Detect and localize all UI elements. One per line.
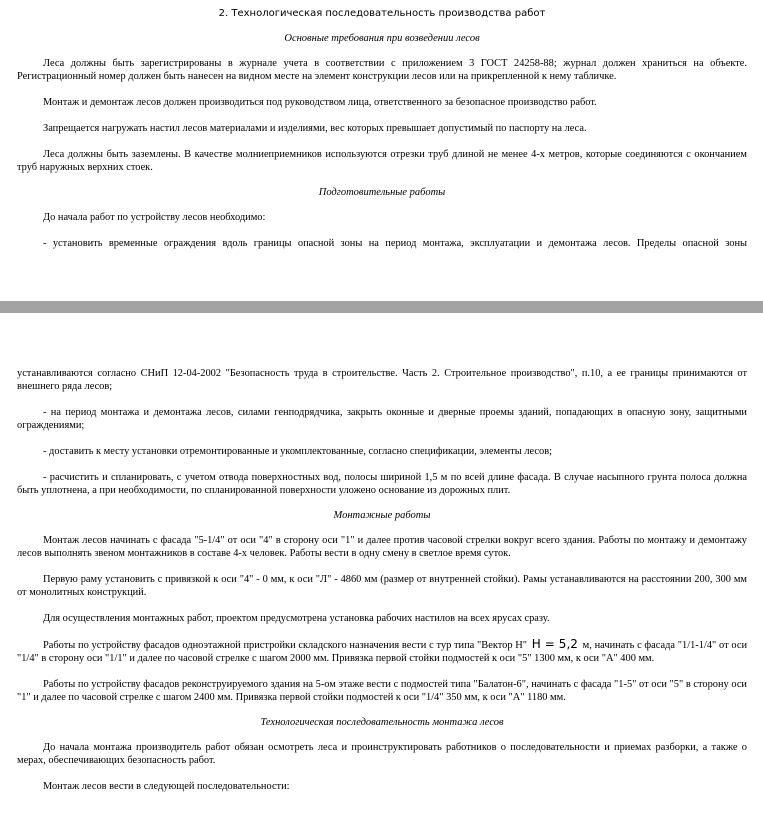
section-heading-requirements: Основные требования при возведении лесов — [284, 33, 480, 44]
paragraph: Леса должны быть заземлены. В качестве молниеприемников используются отрезки труб длиной не менее 4-х метров, которые соединяются с окончанием труб наружных верхних стоек. — [17, 149, 747, 173]
paragraph: До начала монтажа производитель работ обязан осмотреть леса и проинструктировать работников о последовательности и приемах разборки, а также о мерах, обеспечивающих безопасность работ. — [17, 742, 747, 766]
paragraph-with-formula — [17, 638, 747, 665]
paragraph: Монтаж лесов вести в следующей последовательности: — [43, 781, 290, 792]
document-page-2 — [0, 313, 763, 836]
paragraph: Монтаж лесов начинать с фасада "5-1/4" от оси "4" в сторону оси "1" и далее против часовой стрелки вокруг всего здания. Работы по монтажу и демонтажу лесов выполнять звеном монтажников в составе 4-х человек. Работы вести в одну смену в светлое время суток. — [17, 535, 747, 559]
section-heading-preparatory: Подготовительные работы — [318, 187, 446, 198]
paragraph: Для осуществления монтажных работ, проектом предусмотрена установка рабочих настилов на всех ярусах сразу. — [43, 613, 550, 624]
document-title: 2. Технологическая последовательность производства работ — [218, 8, 546, 19]
paragraph: Леса должны быть зарегистрированы в журнале учета в соответствии с приложением 3 ГОСТ 24258-88; журнал должен храниться на объекте. Регистрационный номер должен быть нанесен на видном месте на элемент конструкции лесов или на прикрепленной к нему табличке. — [17, 58, 747, 82]
paragraph: устанавливаются согласно СНиП 12-04-2002 "Безопасность труда в строительстве. Часть 2. Строительное производство", п.10, а ее границы принимаются от внешнего ряда лесов; — [17, 368, 747, 392]
document-page-1 — [0, 0, 763, 301]
paragraph: До начала работ по устройству лесов необходимо: — [43, 212, 266, 223]
height-formula: H = 5,2 — [531, 637, 578, 651]
section-heading-installation: Монтажные работы — [333, 510, 431, 521]
paragraph: - установить временные ограждения вдоль границы опасной зоны на период монтажа, эксплуатации и демонтажа лесов. Пределы опасной зоны — [43, 238, 747, 249]
paragraph: Работы по устройству фасадов реконструируемого здания на 5-ом этаже вести с подмостей типа "Балатон-6", начинать с фасада "1-5" от оси "5" в сторону оси "1" и далее по часовой стрелке с шагом 2400 мм. Привязка первой стойки подмостей к оси "1/4" 350 мм, к оси "А" 1180 мм. — [17, 679, 747, 703]
paragraph-text: м, начинать с фасада "1/1-1/4" от оси "1/4" в сторону оси "1/1" и далее по часовой стрелке с шагом 2000 мм. Привязка первой стойки подмостей к оси "5" 1300 мм, к оси "А" 400 мм. — [17, 640, 748, 664]
paragraph: - расчистить и спланировать, с учетом отвода поверхностных вод, полосы шириной 1,5 м по всей длине фасада. В случае насыпного грунта полоса должна быть уплотнена, а при необходимости, по спланированной поверхности уложено основание из дорожных плит. — [17, 472, 747, 496]
page-separator — [0, 301, 763, 313]
paragraph: - доставить к месту установки отремонтированные и укомплектованные, согласно спецификации, элементы лесов; — [43, 446, 553, 457]
paragraph: - на период монтажа и демонтажа лесов, силами генподрядчика, закрыть оконные и дверные проемы зданий, попадающих в опасную зону, защитными ограждениями; — [17, 407, 747, 431]
paragraph-text: Работы по устройству фасадов одноэтажной пристройки складского назначения вести с тур типа "Вектор Н" — [43, 640, 528, 651]
paragraph: Монтаж и демонтаж лесов должен производиться под руководством лица, ответственного за безопасное производство работ. — [43, 97, 597, 108]
section-heading-sequence: Технологическая последовательность монтажа лесов — [260, 717, 504, 728]
paragraph: Первую раму установить с привязкой к оси "4" - 0 мм, к оси "Л" - 4860 мм (размер от внутренней стойки). Рамы устанавливаются на расстоянии 200, 300 мм от монолитных конструкций. — [17, 574, 747, 598]
paragraph: Запрещается нагружать настил лесов материалами и изделиями, вес которых превышает допустимый по паспорту на леса. — [43, 123, 587, 134]
